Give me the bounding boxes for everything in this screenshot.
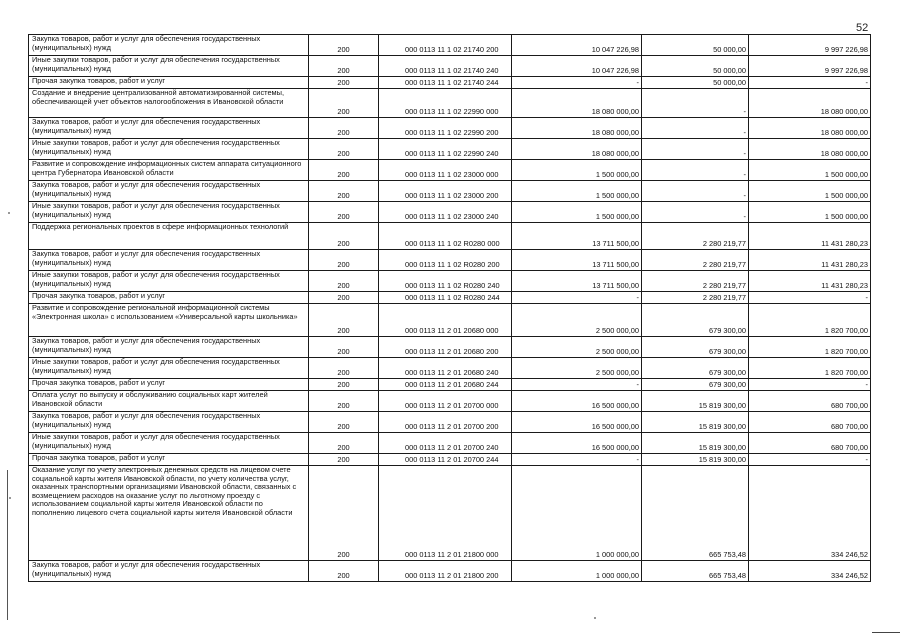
cell-name: Иные закупки товаров, работ и услуг для обеспечения государственных (муниципальных) нужд bbox=[29, 202, 309, 223]
table-row bbox=[29, 118, 871, 139]
table-row bbox=[29, 181, 871, 202]
cell-planned: 16 500 000,00 bbox=[512, 412, 642, 433]
cell-name: Оказание услуг по учету электронных денежных средств на лицевом счете социальной карты жителя Ивановской области, по учету количества услуг, оказанных транспортными организациями Ивановской области, связанных с возмещением расходов на оказание услуг по льготному проезду с использованием социальной карты жителя Ивановской области по пополнению лицевого счета социальной карты жителя Ивановской области bbox=[29, 466, 309, 561]
cell-remainder: 11 431 280,23 bbox=[749, 250, 871, 271]
cell-line-code: 200 bbox=[309, 89, 379, 118]
cell-name: Поддержка региональных проектов в сфере информационных технологий bbox=[29, 223, 309, 250]
table-row bbox=[29, 337, 871, 358]
cell-name: Закупка товаров, работ и услуг для обеспечения государственных (муниципальных) нужд bbox=[29, 181, 309, 202]
scan-corner-mark bbox=[872, 632, 900, 633]
cell-remainder: - bbox=[749, 454, 871, 466]
cell-planned: 18 080 000,00 bbox=[512, 89, 642, 118]
cell-remainder: 11 431 280,23 bbox=[749, 223, 871, 250]
cell-line-code: 200 bbox=[309, 139, 379, 160]
cell-planned: 10 047 226,98 bbox=[512, 35, 642, 56]
table-row bbox=[29, 202, 871, 223]
table-row bbox=[29, 454, 871, 466]
cell-executed: 679 300,00 bbox=[642, 304, 749, 337]
cell-planned: - bbox=[512, 379, 642, 391]
cell-remainder: 334 246,52 bbox=[749, 561, 871, 582]
cell-budget-code: 000 0113 11 2 01 21800 000 bbox=[379, 466, 512, 561]
cell-line-code: 200 bbox=[309, 304, 379, 337]
cell-remainder: 334 246,52 bbox=[749, 466, 871, 561]
budget-execution-table bbox=[28, 34, 871, 582]
cell-name: Развитие и сопровождение информационных систем аппарата ситуационного центра Губернатора Ивановской области bbox=[29, 160, 309, 181]
cell-executed: 2 280 219,77 bbox=[642, 292, 749, 304]
table-row bbox=[29, 89, 871, 118]
cell-budget-code: 000 0113 11 1 02 22990 000 bbox=[379, 89, 512, 118]
cell-line-code: 200 bbox=[309, 118, 379, 139]
cell-name: Иные закупки товаров, работ и услуг для обеспечения государственных (муниципальных) нужд bbox=[29, 56, 309, 77]
scan-speck bbox=[9, 497, 11, 499]
cell-line-code: 200 bbox=[309, 181, 379, 202]
cell-name: Прочая закупка товаров, работ и услуг bbox=[29, 454, 309, 466]
cell-remainder: 1 500 000,00 bbox=[749, 202, 871, 223]
cell-executed: - bbox=[642, 160, 749, 181]
cell-remainder: 11 431 280,23 bbox=[749, 271, 871, 292]
cell-planned: 2 500 000,00 bbox=[512, 304, 642, 337]
cell-planned: 2 500 000,00 bbox=[512, 337, 642, 358]
cell-budget-code: 000 0113 11 2 01 20680 240 bbox=[379, 358, 512, 379]
cell-budget-code: 000 0113 11 1 02 R0280 244 bbox=[379, 292, 512, 304]
cell-budget-code: 000 0113 11 1 02 22990 240 bbox=[379, 139, 512, 160]
cell-name: Развитие и сопровождение региональной информационной системы «Электронная школа» с использованием «Универсальной карты школьника» bbox=[29, 304, 309, 337]
cell-budget-code: 000 0113 11 1 02 22990 200 bbox=[379, 118, 512, 139]
scan-edge-line bbox=[7, 470, 8, 620]
table-row bbox=[29, 379, 871, 391]
cell-name: Закупка товаров, работ и услуг для обеспечения государственных (муниципальных) нужд bbox=[29, 250, 309, 271]
cell-planned: 1 000 000,00 bbox=[512, 561, 642, 582]
table-row bbox=[29, 223, 871, 250]
table-row bbox=[29, 35, 871, 56]
cell-budget-code: 000 0113 11 2 01 20700 244 bbox=[379, 454, 512, 466]
cell-budget-code: 000 0113 11 2 01 21800 200 bbox=[379, 561, 512, 582]
cell-executed: 15 819 300,00 bbox=[642, 391, 749, 412]
cell-planned: 18 080 000,00 bbox=[512, 139, 642, 160]
cell-budget-code: 000 0113 11 1 02 21740 200 bbox=[379, 35, 512, 56]
cell-name: Иные закупки товаров, работ и услуг для обеспечения государственных (муниципальных) нужд bbox=[29, 358, 309, 379]
cell-planned: 10 047 226,98 bbox=[512, 56, 642, 77]
cell-remainder: 18 080 000,00 bbox=[749, 89, 871, 118]
cell-executed: 15 819 300,00 bbox=[642, 454, 749, 466]
table-row bbox=[29, 391, 871, 412]
cell-planned: - bbox=[512, 77, 642, 89]
scan-speck bbox=[594, 617, 596, 619]
cell-name: Прочая закупка товаров, работ и услуг bbox=[29, 77, 309, 89]
cell-line-code: 200 bbox=[309, 433, 379, 454]
cell-name: Закупка товаров, работ и услуг для обеспечения государственных (муниципальных) нужд bbox=[29, 118, 309, 139]
cell-planned: - bbox=[512, 292, 642, 304]
cell-budget-code: 000 0113 11 1 02 R0280 240 bbox=[379, 271, 512, 292]
table-row bbox=[29, 292, 871, 304]
cell-budget-code: 000 0113 11 2 01 20680 244 bbox=[379, 379, 512, 391]
cell-budget-code: 000 0113 11 1 02 21740 244 bbox=[379, 77, 512, 89]
cell-line-code: 200 bbox=[309, 358, 379, 379]
cell-line-code: 200 bbox=[309, 454, 379, 466]
cell-executed: 2 280 219,77 bbox=[642, 223, 749, 250]
cell-budget-code: 000 0113 11 1 02 23000 000 bbox=[379, 160, 512, 181]
cell-name: Закупка товаров, работ и услуг для обеспечения государственных (муниципальных) нужд bbox=[29, 412, 309, 433]
cell-name: Иные закупки товаров, работ и услуг для обеспечения государственных (муниципальных) нужд bbox=[29, 271, 309, 292]
table-row bbox=[29, 160, 871, 181]
cell-remainder: 1 820 700,00 bbox=[749, 337, 871, 358]
cell-executed: 50 000,00 bbox=[642, 56, 749, 77]
cell-planned: 13 711 500,00 bbox=[512, 271, 642, 292]
cell-line-code: 200 bbox=[309, 77, 379, 89]
cell-name: Создание и внедрение централизованной автоматизированной системы, обеспечивающей учет объектов налогообложения в Ивановской области bbox=[29, 89, 309, 118]
cell-executed: 15 819 300,00 bbox=[642, 433, 749, 454]
cell-executed: 679 300,00 bbox=[642, 358, 749, 379]
cell-name: Иные закупки товаров, работ и услуг для обеспечения государственных (муниципальных) нужд bbox=[29, 139, 309, 160]
cell-remainder: 1 500 000,00 bbox=[749, 160, 871, 181]
table-row bbox=[29, 250, 871, 271]
cell-budget-code: 000 0113 11 1 02 21740 240 bbox=[379, 56, 512, 77]
cell-planned: 13 711 500,00 bbox=[512, 250, 642, 271]
cell-line-code: 200 bbox=[309, 250, 379, 271]
table-row bbox=[29, 561, 871, 582]
cell-planned: 1 500 000,00 bbox=[512, 181, 642, 202]
cell-executed: - bbox=[642, 89, 749, 118]
cell-executed: 679 300,00 bbox=[642, 337, 749, 358]
cell-executed: - bbox=[642, 181, 749, 202]
cell-name: Прочая закупка товаров, работ и услуг bbox=[29, 292, 309, 304]
cell-line-code: 200 bbox=[309, 35, 379, 56]
cell-line-code: 200 bbox=[309, 466, 379, 561]
cell-remainder: 9 997 226,98 bbox=[749, 56, 871, 77]
cell-remainder: 680 700,00 bbox=[749, 433, 871, 454]
cell-line-code: 200 bbox=[309, 223, 379, 250]
cell-executed: 2 280 219,77 bbox=[642, 271, 749, 292]
cell-executed: 665 753,48 bbox=[642, 561, 749, 582]
table-row bbox=[29, 139, 871, 160]
table-row bbox=[29, 77, 871, 89]
cell-line-code: 200 bbox=[309, 337, 379, 358]
cell-planned: - bbox=[512, 454, 642, 466]
table-row bbox=[29, 358, 871, 379]
cell-line-code: 200 bbox=[309, 271, 379, 292]
cell-planned: 13 711 500,00 bbox=[512, 223, 642, 250]
cell-budget-code: 000 0113 11 1 02 23000 240 bbox=[379, 202, 512, 223]
cell-budget-code: 000 0113 11 2 01 20700 240 bbox=[379, 433, 512, 454]
cell-executed: 2 280 219,77 bbox=[642, 250, 749, 271]
cell-remainder: 680 700,00 bbox=[749, 412, 871, 433]
cell-planned: 1 000 000,00 bbox=[512, 466, 642, 561]
cell-name: Закупка товаров, работ и услуг для обеспечения государственных (муниципальных) нужд bbox=[29, 337, 309, 358]
cell-line-code: 200 bbox=[309, 202, 379, 223]
cell-remainder: 18 080 000,00 bbox=[749, 118, 871, 139]
cell-name: Оплата услуг по выпуску и обслуживанию социальных карт жителей Ивановской области bbox=[29, 391, 309, 412]
cell-executed: 15 819 300,00 bbox=[642, 412, 749, 433]
cell-name: Иные закупки товаров, работ и услуг для обеспечения государственных (муниципальных) нужд bbox=[29, 433, 309, 454]
cell-remainder: 1 500 000,00 bbox=[749, 181, 871, 202]
cell-budget-code: 000 0113 11 2 01 20680 200 bbox=[379, 337, 512, 358]
table-row bbox=[29, 271, 871, 292]
table-row bbox=[29, 304, 871, 337]
cell-remainder: 680 700,00 bbox=[749, 391, 871, 412]
cell-line-code: 200 bbox=[309, 160, 379, 181]
cell-executed: 665 753,48 bbox=[642, 466, 749, 561]
cell-executed: - bbox=[642, 139, 749, 160]
cell-budget-code: 000 0113 11 2 01 20680 000 bbox=[379, 304, 512, 337]
cell-executed: - bbox=[642, 202, 749, 223]
cell-line-code: 200 bbox=[309, 56, 379, 77]
cell-executed: 50 000,00 bbox=[642, 35, 749, 56]
cell-line-code: 200 bbox=[309, 292, 379, 304]
scan-speck bbox=[8, 212, 10, 214]
page-number: 52 bbox=[856, 22, 869, 34]
table-row bbox=[29, 433, 871, 454]
cell-planned: 16 500 000,00 bbox=[512, 433, 642, 454]
cell-executed: - bbox=[642, 118, 749, 139]
cell-planned: 2 500 000,00 bbox=[512, 358, 642, 379]
cell-remainder: 1 820 700,00 bbox=[749, 304, 871, 337]
cell-name: Закупка товаров, работ и услуг для обеспечения государственных (муниципальных) нужд bbox=[29, 35, 309, 56]
cell-name: Прочая закупка товаров, работ и услуг bbox=[29, 379, 309, 391]
cell-line-code: 200 bbox=[309, 561, 379, 582]
cell-line-code: 200 bbox=[309, 391, 379, 412]
cell-remainder: - bbox=[749, 379, 871, 391]
cell-remainder: - bbox=[749, 292, 871, 304]
cell-budget-code: 000 0113 11 2 01 20700 200 bbox=[379, 412, 512, 433]
table-row bbox=[29, 466, 871, 561]
cell-remainder: - bbox=[749, 77, 871, 89]
cell-executed: 679 300,00 bbox=[642, 379, 749, 391]
table-row bbox=[29, 412, 871, 433]
cell-budget-code: 000 0113 11 1 02 R0280 200 bbox=[379, 250, 512, 271]
cell-planned: 16 500 000,00 bbox=[512, 391, 642, 412]
cell-executed: 50 000,00 bbox=[642, 77, 749, 89]
cell-line-code: 200 bbox=[309, 379, 379, 391]
cell-planned: 18 080 000,00 bbox=[512, 118, 642, 139]
cell-remainder: 1 820 700,00 bbox=[749, 358, 871, 379]
table-row bbox=[29, 56, 871, 77]
cell-budget-code: 000 0113 11 2 01 20700 000 bbox=[379, 391, 512, 412]
cell-remainder: 9 997 226,98 bbox=[749, 35, 871, 56]
cell-planned: 1 500 000,00 bbox=[512, 202, 642, 223]
cell-remainder: 18 080 000,00 bbox=[749, 139, 871, 160]
cell-planned: 1 500 000,00 bbox=[512, 160, 642, 181]
cell-budget-code: 000 0113 11 1 02 R0280 000 bbox=[379, 223, 512, 250]
cell-name: Закупка товаров, работ и услуг для обеспечения государственных (муниципальных) нужд bbox=[29, 561, 309, 582]
cell-budget-code: 000 0113 11 1 02 23000 200 bbox=[379, 181, 512, 202]
cell-line-code: 200 bbox=[309, 412, 379, 433]
